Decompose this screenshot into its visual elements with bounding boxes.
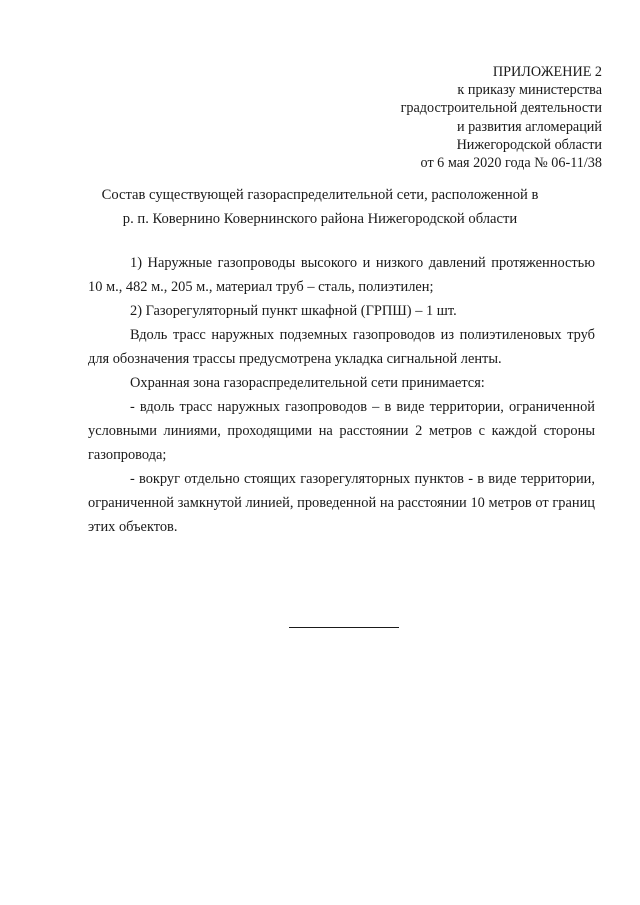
title-line: р. п. Ковернино Ковернинского района Нижегородской области [122, 211, 518, 227]
appendix-title: ПРИЛОЖЕНИЕ 2 [492, 64, 602, 80]
document-title [40, 183, 600, 231]
appendix-line: к приказу министерства [457, 82, 602, 99]
end-divider [289, 627, 399, 628]
paragraph-zone-pipelines: - вдоль трасс наружных газопроводов – в виде территории, ограниченной условными линиями, проходящими на расстоянии 2 метров с каждой стороны газопровода; [88, 399, 595, 463]
appendix-header [401, 63, 602, 172]
appendix-line: и развития агломераций [456, 118, 602, 135]
paragraph-zone-regulators: - вокруг отдельно стоящих газорегуляторных пунктов - в виде территории, ограниченной замкнутой линией, проведенной на расстоянии 10 метров от границ этих объектов. [88, 471, 595, 535]
document-body [88, 251, 595, 539]
appendix-line: градостроительной деятельности [400, 100, 602, 117]
paragraph-regulator-point: 2) Газорегуляторный пункт шкафной (ГРПШ) – 1 шт. [130, 303, 457, 319]
appendix-order-date: от 6 мая 2020 года № 06-11/38 [420, 155, 602, 172]
paragraph-pipelines: 1) Наружные газопроводы высокого и низкого давлений протяженностью 10 м., 482 м., 205 м., материал труб – сталь, полиэтилен; [88, 255, 595, 295]
appendix-line: Нижегородской области [456, 136, 602, 153]
paragraph-signal-tape: Вдоль трасс наружных подземных газопроводов из полиэтиленовых труб для обозначения трассы предусмотрена укладка сигнальной ленты. [88, 327, 595, 367]
title-line: Состав существующей газораспределительной сети, расположенной в [101, 187, 539, 203]
paragraph-protection-zone: Охранная зона газораспределительной сети принимается: [130, 375, 485, 391]
